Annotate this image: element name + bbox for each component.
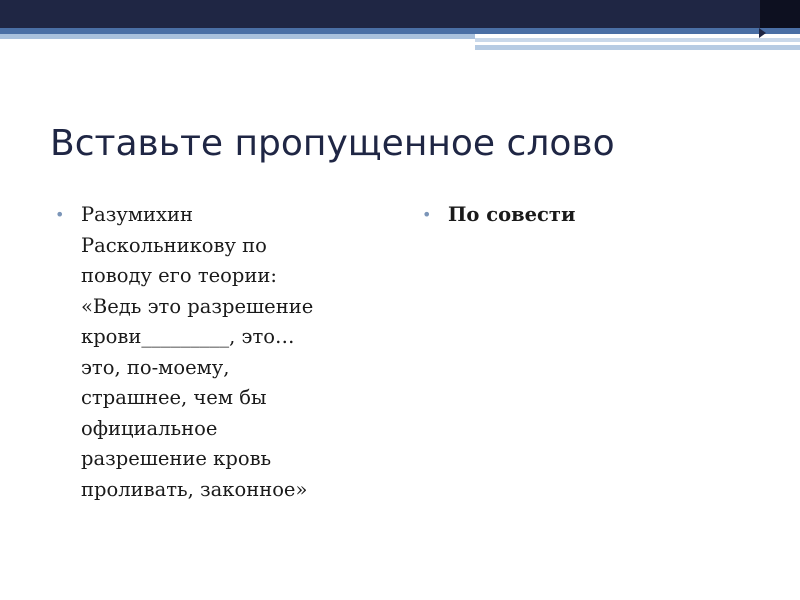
header-stripe-lower — [475, 45, 800, 50]
slide-title: Вставьте пропущенное слово — [50, 123, 615, 164]
quote-line: Разумихин — [81, 203, 194, 226]
triangle-marker-icon — [759, 28, 766, 38]
right-column — [422, 200, 762, 231]
quote-line: официальное — [81, 416, 218, 440]
quote-line: это, по-моему, — [81, 355, 230, 379]
quote-line: Раскольникову по — [81, 233, 267, 257]
answer-text: По совести — [448, 203, 576, 226]
left-column — [55, 200, 375, 505]
header-stripe-light-right — [475, 38, 800, 42]
quote-line: крови_________, это… — [81, 325, 295, 348]
header-band — [0, 0, 800, 28]
bullet-item — [55, 200, 375, 505]
quote-line: разрешение кровь — [81, 447, 272, 470]
header-band-corner — [760, 0, 800, 28]
quote-text — [81, 200, 313, 505]
quote-line: страшнее, чем бы — [81, 386, 267, 409]
quote-line: проливать, законное» — [81, 477, 308, 501]
header-stripe-light — [0, 34, 475, 39]
quote-line: «Ведь это разрешение — [81, 294, 314, 318]
bullet-dot-icon: • — [422, 205, 432, 224]
quote-line: поводу его теории: — [81, 264, 277, 287]
bullet-item — [422, 200, 762, 231]
bullet-dot-icon: • — [55, 205, 65, 224]
